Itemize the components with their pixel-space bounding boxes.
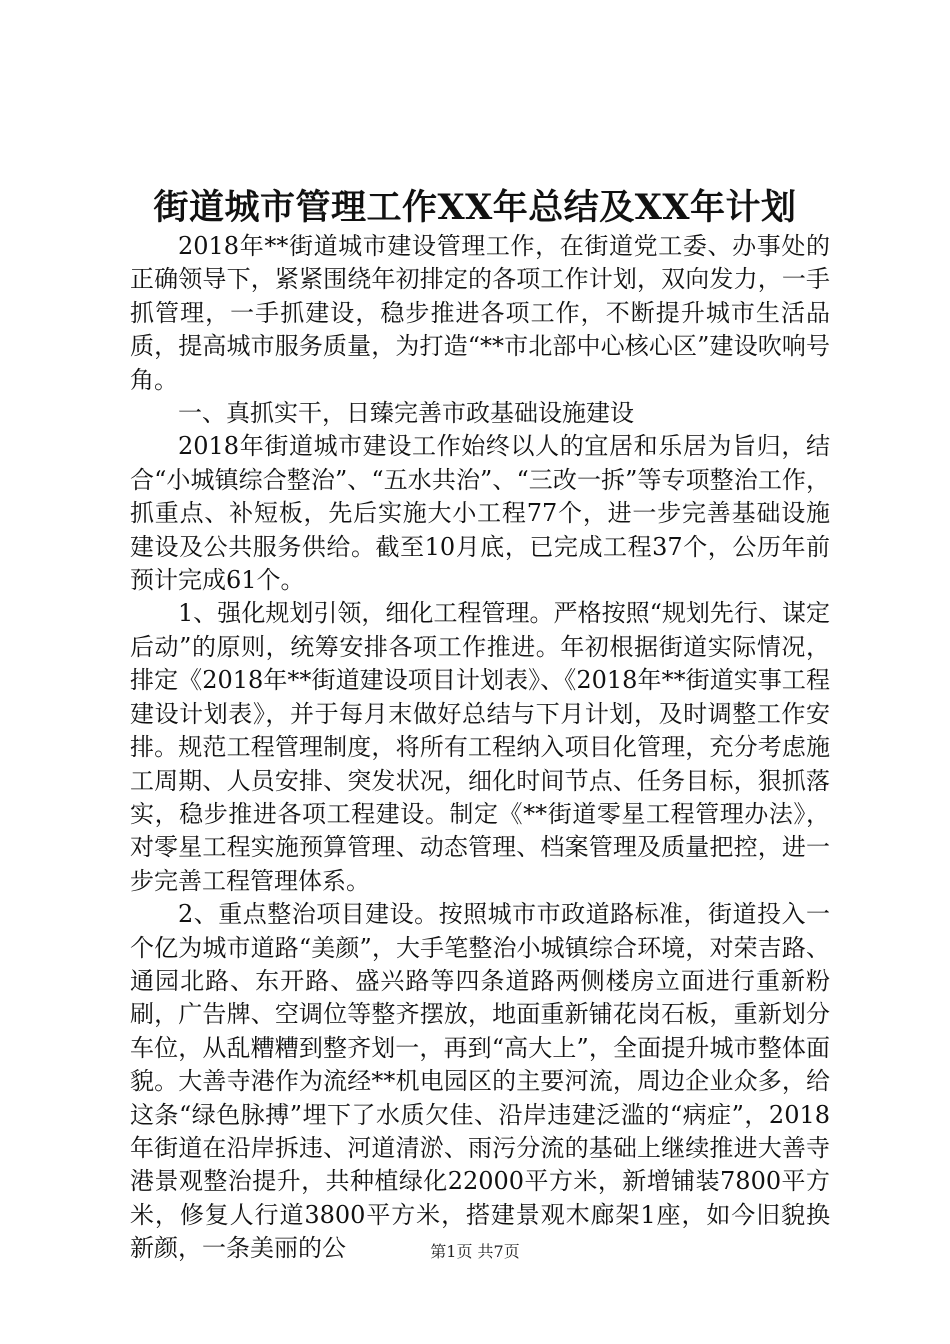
page-number-footer: 第1页 共7页 <box>430 1242 520 1261</box>
paragraph-intro: 2018年**街道城市建设管理工作，在街道党工委、办事处的正确领导下，紧紧围绕年初排定的各项工作计划，双向发力，一手抓管理，一手抓建设，稳步推进各项工作，不断提升城市生活品质，提高城市服务质量，为打造“**市北部中心核心区”建设吹响号角。 <box>130 232 830 394</box>
paragraph-item-2: 2、重点整治项目建设。按照城市市政道路标准，街道投入一个亿为城市道路“美颜”，大手笔整治小城镇综合环境，对荣吉路、通园北路、东开路、盛兴路等四条道路两侧楼房立面进行重新粉刷，广告牌、空调位等整齐摆放，地面重新铺花岗石板，重新划分车位，从乱糟糟到整齐划一，再到“高大上”，全面提升城市整体面貌。大善寺港作为流经**机电园区的主要河流，周边企业众多，给这条“绿色脉搏”埋下了水质欠佳、沿岸违建泛滥的“病症”，2018年街道在沿岸拆违、河道清淤、雨污分流的基础上继续推进大善寺港景观整治提升，共种植绿化22000平方米，新增铺装7800平方米，修复人行道3800平方米，搭建景观木廊架1座，如今旧貌换新颜，一条美丽的公 <box>130 900 830 1263</box>
document-title: 街道城市管理工作XX年总结及XX年计划 <box>153 187 797 228</box>
section-heading-1: 一、真抓实干，日臻完善市政基础设施建设 <box>178 399 634 428</box>
document-body <box>130 230 830 1266</box>
paragraph-item-1: 1、强化规划引领，细化工程管理。严格按照“规划先行、谋定后动”的原则，统筹安排各项工作推进。年初根据街道实际情况，排定《2018年**街道建设项目计划表》、《2018年**街道实事工程建设计划表》，并于每月末做好总结与下月计划，及时调整工作安排。规范工程管理制度，将所有工程纳入项目化管理，充分考虑施工周期、人员安排、突发状况，细化时间节点、任务目标，狠抓落实，稳步推进各项工程建设。制定《**街道零星工程管理办法》，对零星工程实施预算管理、动态管理、档案管理及质量把控，进一步完善工程管理体系。 <box>130 599 830 895</box>
paragraph-section-1: 2018年街道城市建设工作始终以人的宜居和乐居为旨归，结合“小城镇综合整治”、“五水共治”、“三改一拆”等专项整治工作，抓重点、补短板，先后实施大小工程77个，进一步完善基础设施建设及公共服务供给。截至10月底，已完成工程37个，公历年前预计完成61个。 <box>130 432 830 595</box>
